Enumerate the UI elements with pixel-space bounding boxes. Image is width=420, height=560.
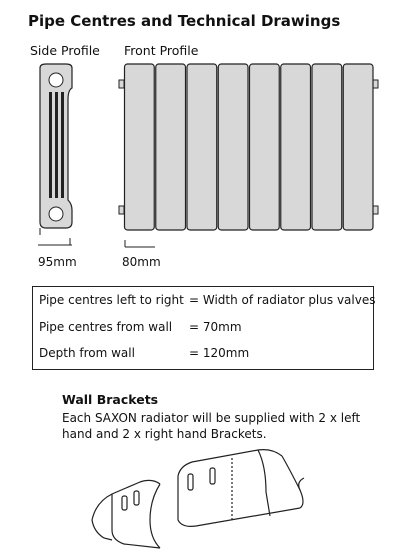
brackets-description: Each SAXON radiator will be supplied with 2 x left hand and 2 x right hand Brackets. xyxy=(62,411,361,441)
spec-label: Pipe centres from wall xyxy=(39,320,173,334)
front-profile-label: Front Profile xyxy=(124,43,199,58)
spec-value: = 120mm xyxy=(189,346,250,360)
page-title: Pipe Centres and Technical Drawings xyxy=(28,12,341,30)
side-profile-label: Side Profile xyxy=(30,43,100,58)
brackets-title: Wall Brackets xyxy=(62,392,159,407)
spec-label: Depth from wall xyxy=(39,346,135,360)
spec-label: Pipe centres left to right xyxy=(39,293,184,307)
side-profile-dimension: 95mm xyxy=(38,255,77,269)
front-profile-dimension: 80mm xyxy=(122,255,161,269)
left-bracket xyxy=(92,480,160,548)
right-bracket xyxy=(178,450,304,527)
spec-value: = Width of radiator plus valves xyxy=(189,293,376,307)
spec-value: = 70mm xyxy=(189,320,242,334)
